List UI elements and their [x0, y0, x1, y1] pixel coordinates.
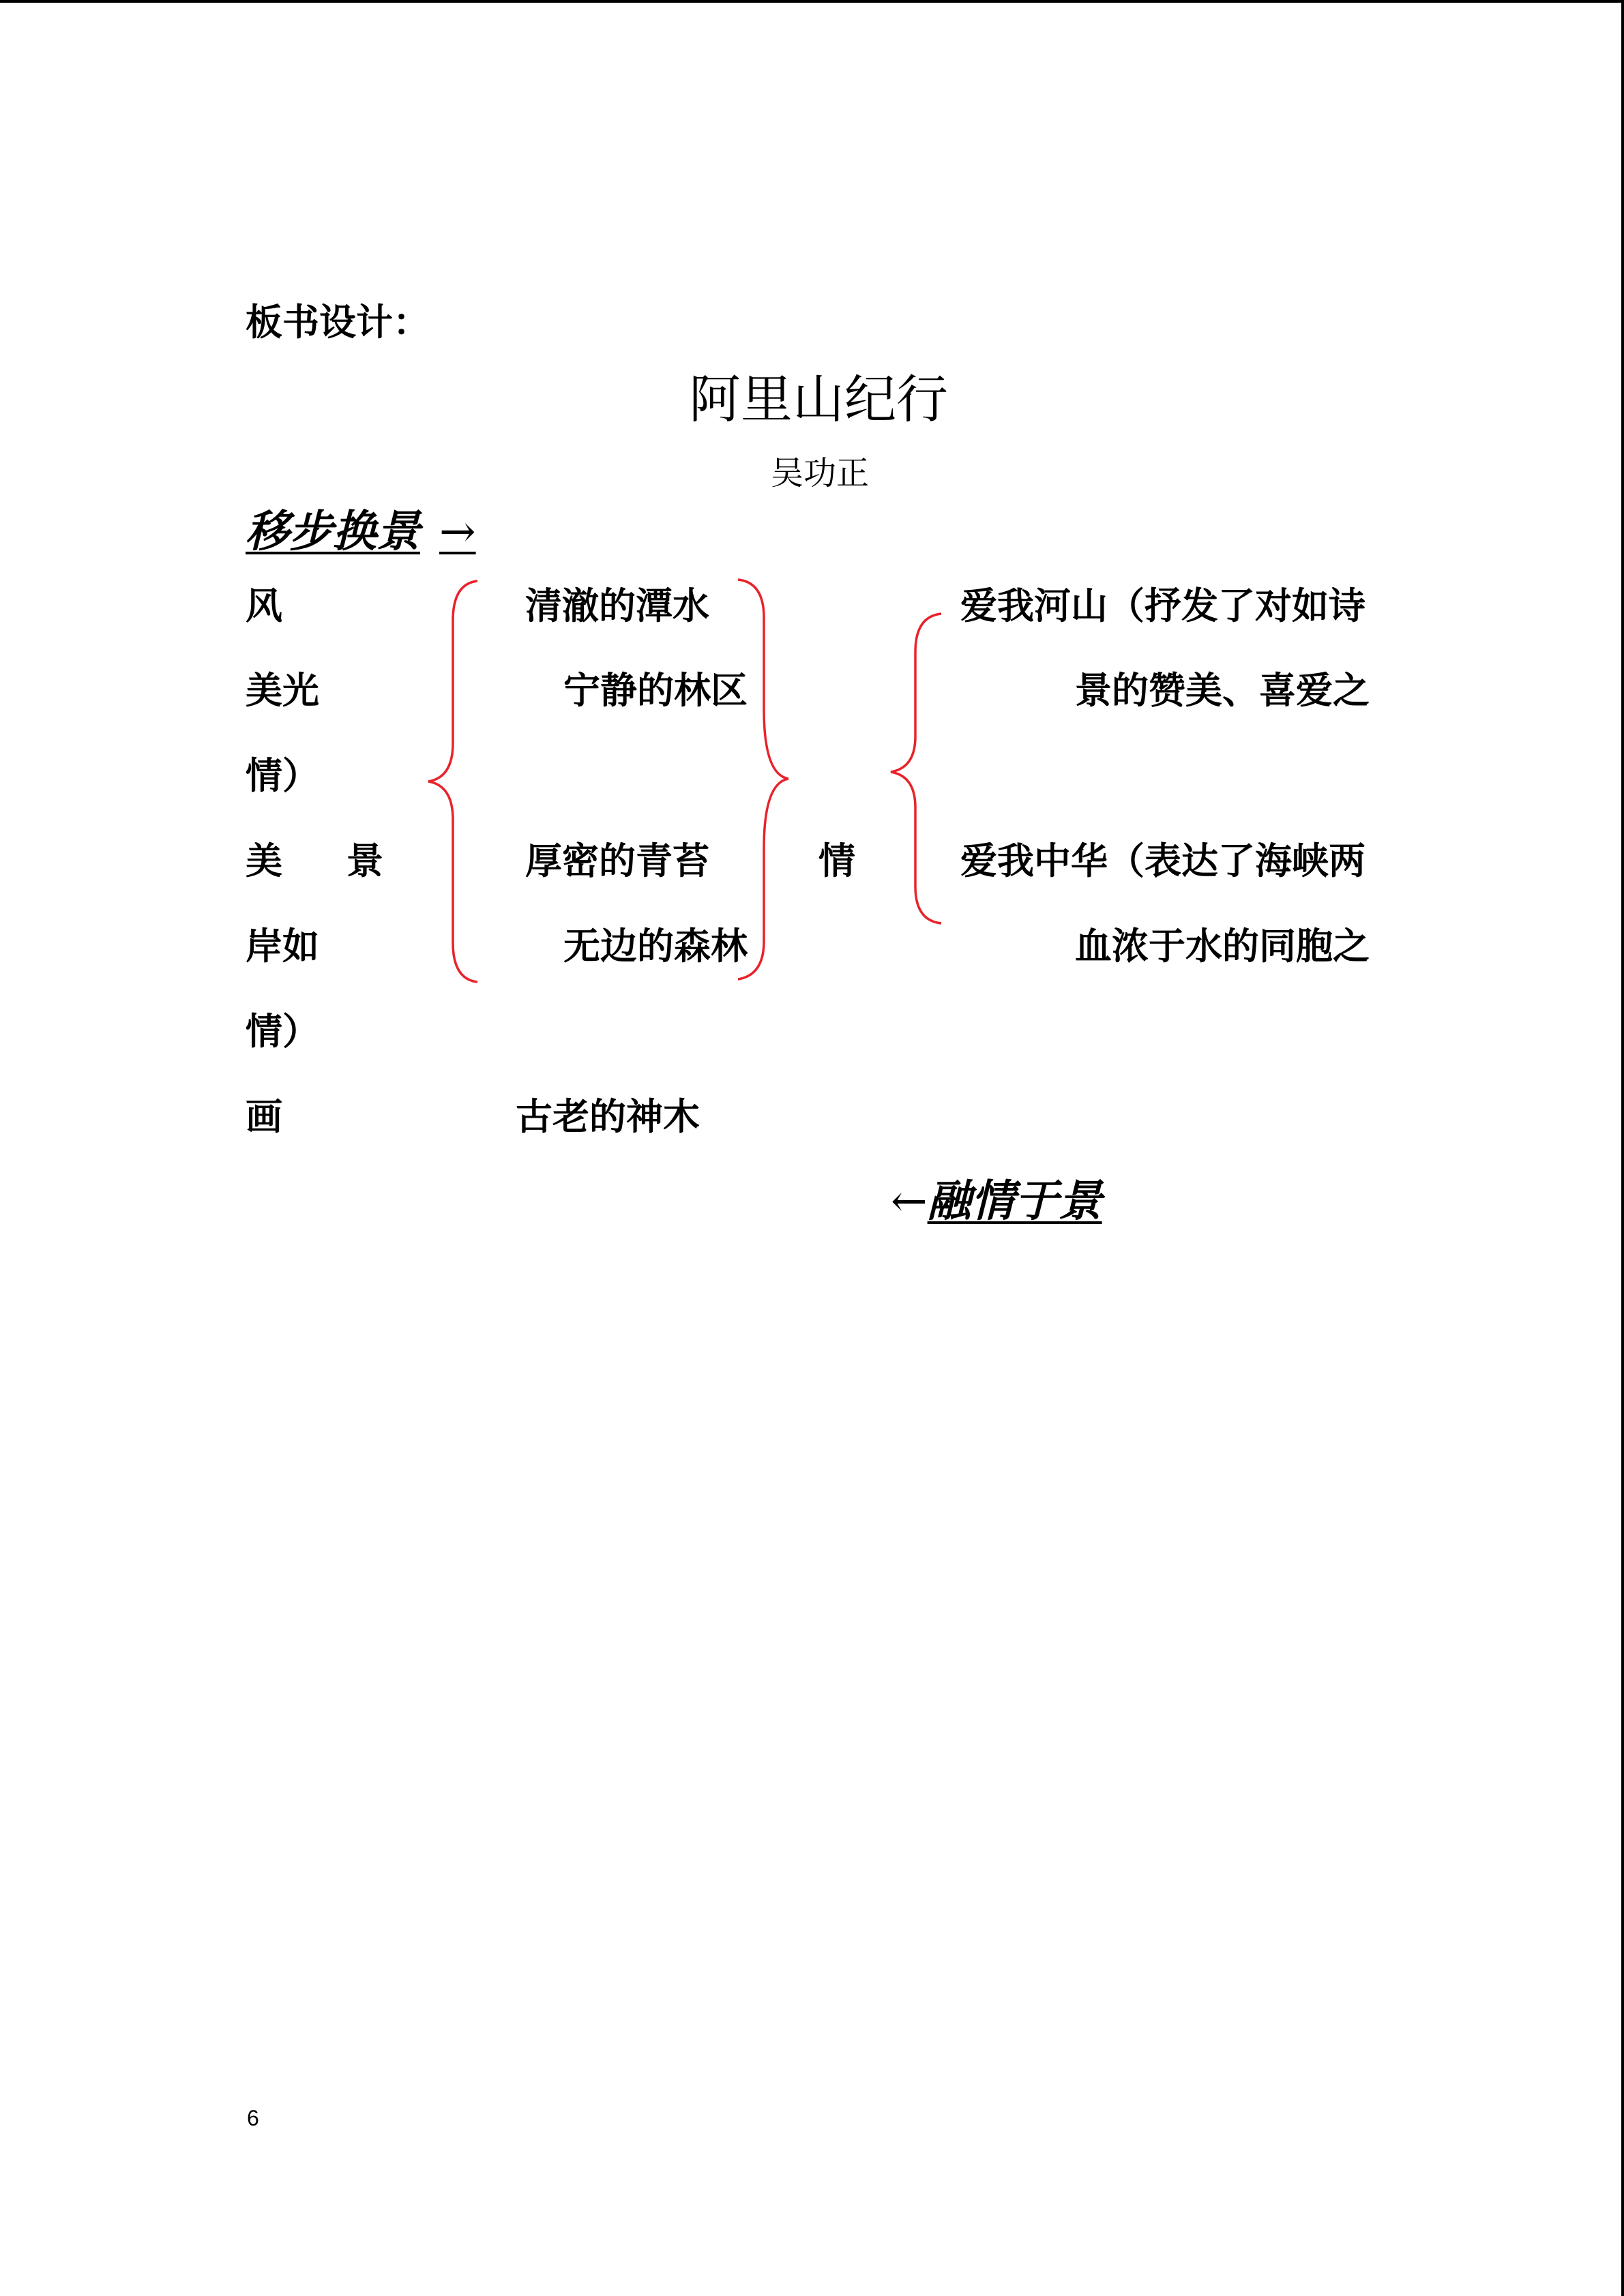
emotion-brace	[891, 614, 941, 923]
scene-item: 无边的森林	[563, 925, 748, 968]
scene-item: 古老的神木	[516, 1095, 700, 1138]
left-arrow-icon: ←	[891, 1176, 928, 1227]
motto-right: 融情于景	[927, 1176, 1102, 1227]
author-name: 吴功正	[771, 454, 870, 492]
left-char-qing-1: 情）	[246, 754, 319, 797]
left-char-mei: 美	[246, 839, 282, 882]
emotion-line: 爱我中华（表达了海峡两	[960, 839, 1365, 882]
scene-item: 厚密的青苔	[525, 839, 709, 882]
center-word-qing: 情	[818, 839, 855, 882]
upper-right-brace	[738, 580, 788, 779]
scene-item: 宁静的林区	[563, 669, 748, 712]
emotion-line: 爱我河山（抒发了对如诗	[960, 584, 1365, 627]
left-char-jing: 景	[346, 839, 383, 882]
left-char-hua: 画	[246, 1095, 282, 1138]
left-brace	[428, 581, 477, 982]
motto-left: 移步换景	[246, 507, 420, 557]
lesson-title: 阿里山纪行	[689, 369, 948, 430]
right-arrow-icon: →	[439, 507, 476, 557]
left-char-qing-2: 情）	[246, 1010, 319, 1053]
scene-item: 清澈的潭水	[525, 584, 709, 627]
left-char-feng: 风	[246, 584, 282, 627]
emotion-line: 景的赞美、喜爱之	[1075, 669, 1370, 712]
lower-right-brace	[738, 779, 788, 979]
left-char-meiguang: 美光	[246, 669, 319, 712]
page-number: 6	[247, 2106, 259, 2130]
brace-group	[428, 580, 941, 982]
left-char-anru: 岸如	[246, 925, 319, 968]
emotion-line: 血浓于水的同胞之	[1075, 925, 1370, 968]
section-heading: 板书设计：	[246, 301, 430, 344]
